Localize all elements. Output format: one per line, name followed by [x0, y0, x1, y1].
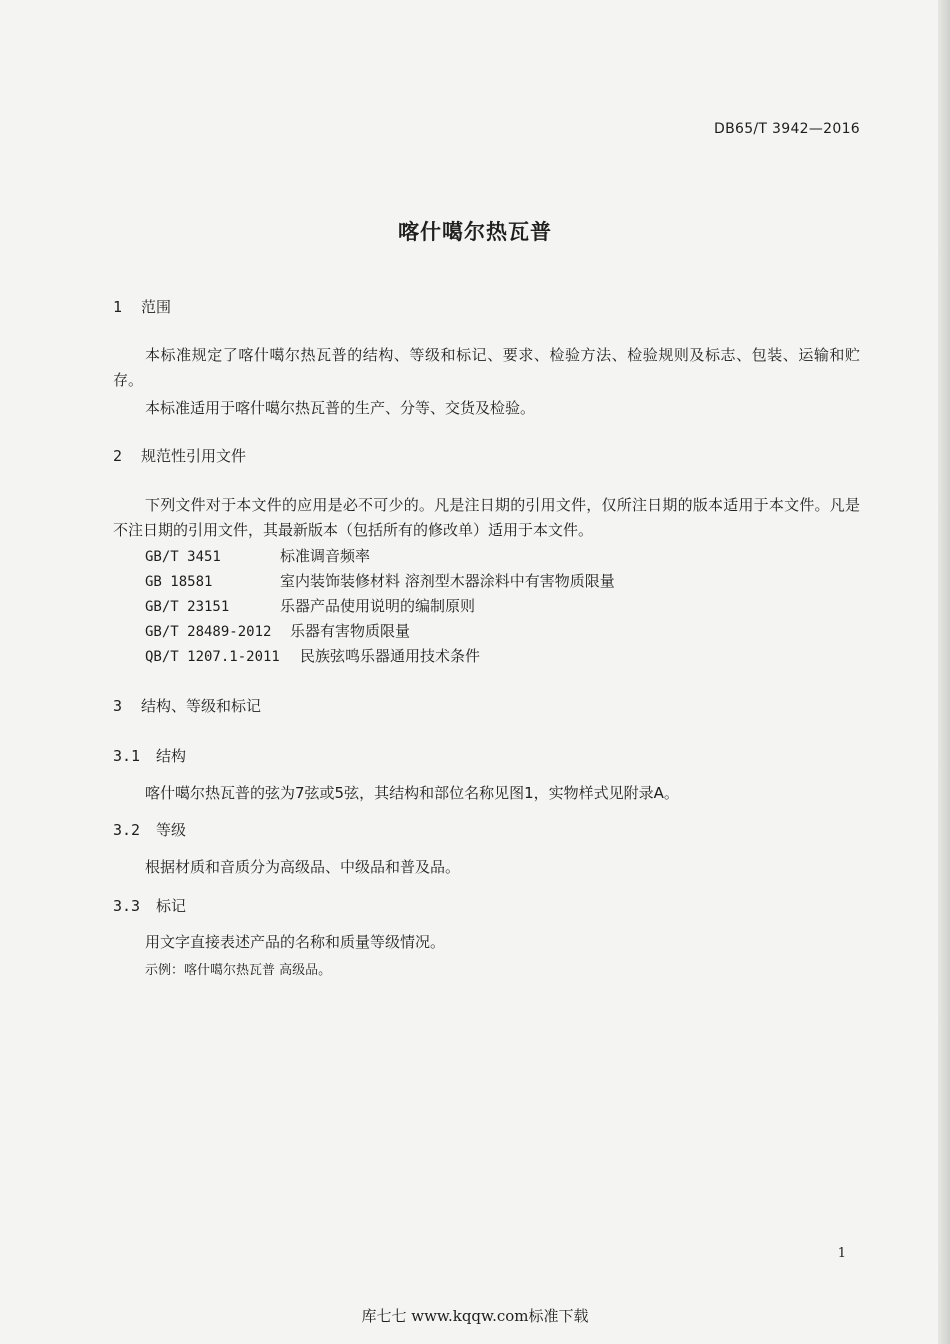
- reference-name: 室内装饰装修材料 溶剂型木器涂料中有害物质限量: [280, 572, 615, 590]
- reference-item: [145, 645, 480, 666]
- reference-code: GB/T 28489-2012: [145, 624, 272, 640]
- reference-item: [145, 570, 615, 591]
- subsection-number: 3.3: [113, 897, 141, 915]
- subsection-title: 标记: [156, 897, 187, 915]
- page-number: 1: [837, 1246, 846, 1261]
- subsection-number: 3.2: [113, 821, 141, 839]
- section-1-paragraph-scope: 本标准规定了喀什噶尔热瓦普的结构、等级和标记、要求、检验方法、检验规则及标志、包装、运输和贮存。: [113, 346, 860, 389]
- reference-item: [145, 595, 475, 616]
- section-1-paragraph-applicability: 本标准适用于喀什噶尔热瓦普的生产、分等、交货及检验。: [145, 399, 536, 417]
- subsection-3-2-heading: [113, 819, 186, 840]
- section-number: 1: [113, 298, 123, 316]
- reference-name: 乐器有害物质限量: [290, 622, 411, 640]
- section-1-heading: [113, 296, 171, 317]
- subsection-title: 等级: [156, 821, 187, 839]
- subsection-3-3-text: 用文字直接表述产品的名称和质量等级情况。: [145, 933, 446, 951]
- subsection-title: 结构: [156, 747, 187, 765]
- section-title: 结构、等级和标记: [141, 697, 262, 715]
- subsection-3-1-text: 喀什噶尔热瓦普的弦为7弦或5弦，其结构和部位名称见图1，实物样式见附录A。: [145, 784, 679, 802]
- document-code: DB65/T 3942—2016: [714, 121, 860, 137]
- section-3-heading: [113, 695, 261, 716]
- section-2-heading: [113, 445, 246, 466]
- reference-code: QB/T 1207.1-2011: [145, 649, 280, 665]
- section-2-paragraph: 下列文件对于本文件的应用是必不可少的。凡是注日期的引用文件，仅所注日期的版本适用于本文件。凡是不注日期的引用文件，其最新版本（包括所有的修改单）适用于本文件。: [113, 496, 860, 539]
- reference-code: GB/T 3451: [145, 549, 221, 565]
- document-title: 喀什噶尔热瓦普: [398, 220, 552, 244]
- reference-name: 民族弦鸣乐器通用技术条件: [300, 647, 481, 665]
- subsection-3-2-text: 根据材质和音质分为高级品、中级品和普及品。: [145, 858, 461, 876]
- scan-page-edge: [938, 0, 950, 1344]
- reference-item: [145, 620, 410, 641]
- section-number: 3: [113, 697, 123, 715]
- reference-code: GB 18581: [145, 574, 213, 590]
- section-number: 2: [113, 447, 123, 465]
- subsection-3-1-heading: [113, 745, 186, 766]
- section-title: 规范性引用文件: [141, 447, 247, 465]
- reference-name: 标准调音频率: [280, 547, 371, 565]
- footer-source-text: 库七七 www.kqqw.com标准下载: [361, 1307, 589, 1325]
- section-title: 范围: [141, 298, 172, 316]
- reference-code: GB/T 23151: [145, 599, 230, 615]
- subsection-3-3-heading: [113, 895, 186, 916]
- subsection-number: 3.1: [113, 747, 141, 765]
- reference-item: [145, 545, 370, 566]
- example-note: 示例：喀什噶尔热瓦普 高级品。: [145, 963, 332, 978]
- reference-name: 乐器产品使用说明的编制原则: [280, 597, 476, 615]
